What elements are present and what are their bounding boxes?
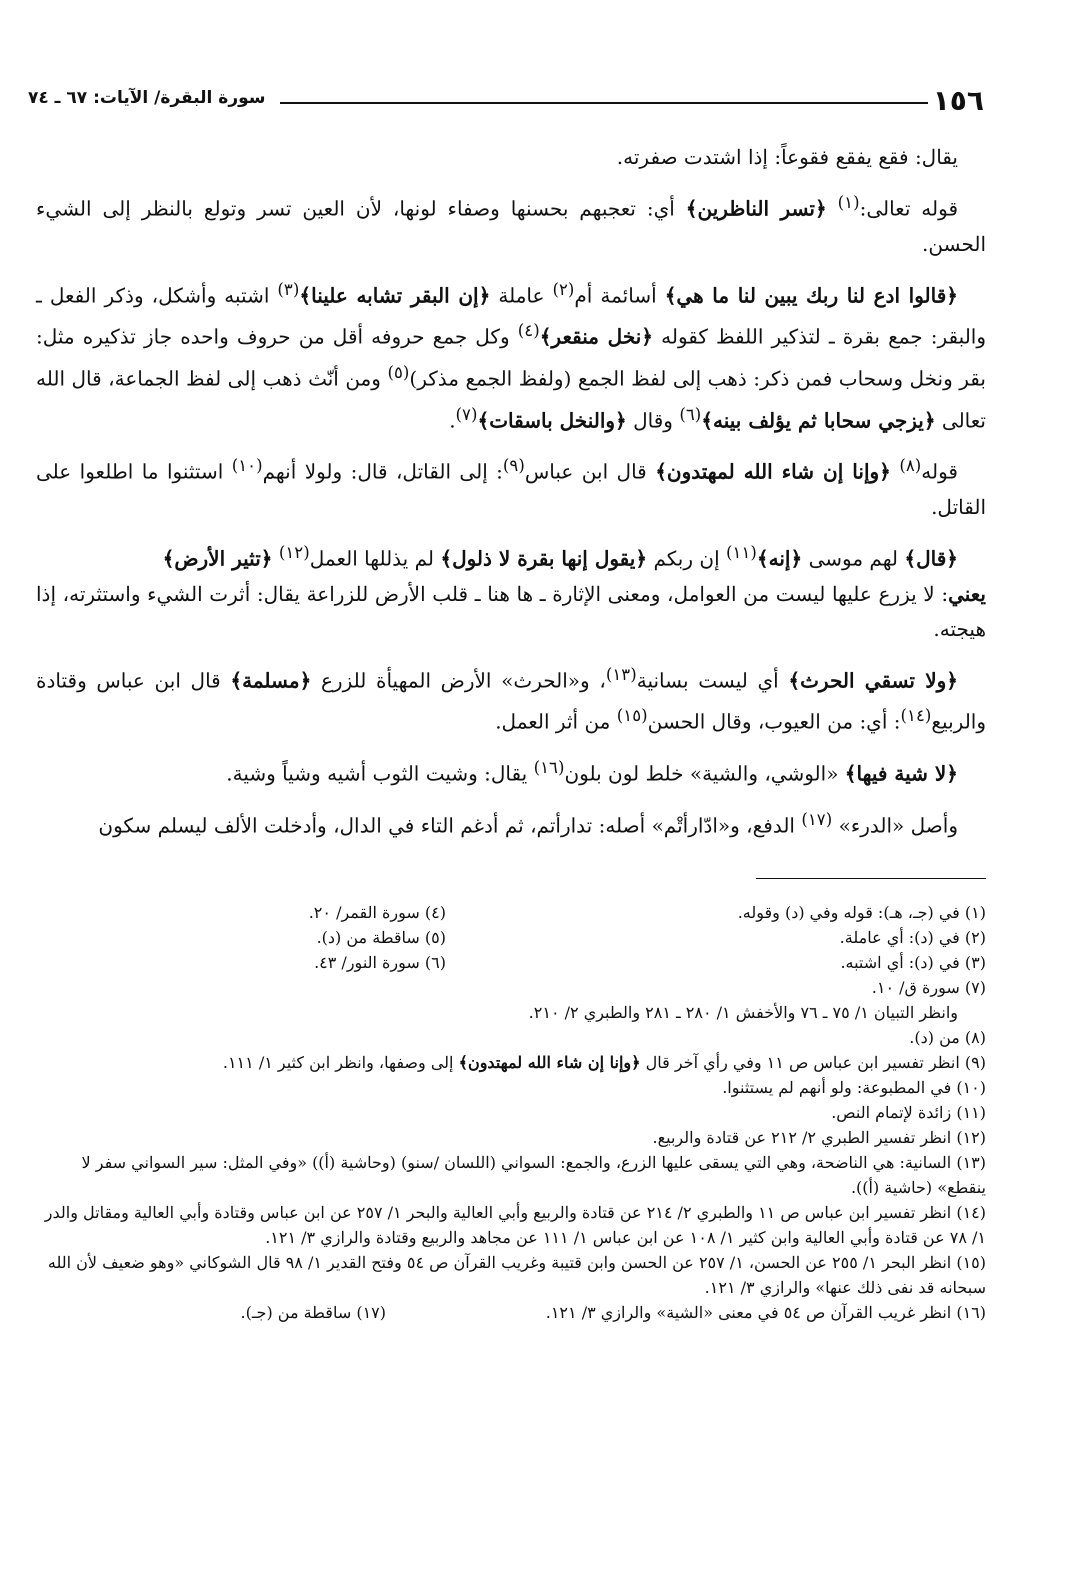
- quran-quote: ﴿يزجي سحابا ثم يؤلف بينه﴾: [701, 408, 936, 433]
- text: أي: تعجبهم بحسنها وصفاء لونها، لأن العين تسر وتولع بالنظر إلى الشيء الحسن.: [36, 196, 986, 256]
- paragraph-1: [36, 140, 986, 175]
- text: إن ربكم: [653, 546, 720, 571]
- footnotes: [36, 900, 986, 1325]
- footnote-ref: (٣): [277, 279, 300, 299]
- paragraph-7: [36, 750, 986, 792]
- page-number: ١٥٦: [932, 84, 984, 117]
- quran-quote: ﴿قال﴾: [904, 546, 958, 571]
- footnote-1: (١) في (جـ، هـ): قوله وفي (د) وقوله.: [737, 903, 986, 922]
- text: قال ابن عباس وقتادة والربيع: [36, 668, 986, 734]
- text: .: [449, 408, 456, 433]
- footnote-ref: (١١): [726, 542, 757, 562]
- footnote-separator: [756, 878, 986, 879]
- page-header: [28, 84, 984, 124]
- text: استثنوا ما اطلعوا على القاتل.: [36, 459, 986, 519]
- text: إلى وصفها، وانظر ابن كثير ١/ ١١١.: [222, 1053, 454, 1072]
- quran-quote: ﴿والنخل باسقات﴾: [477, 408, 627, 433]
- footnote-ref: (١٠): [231, 456, 263, 476]
- footnote-ref: (٧): [455, 404, 478, 424]
- bold-term: يعني: [948, 581, 986, 606]
- footnote-11: (١١) زائدة لإتمام النص.: [831, 1103, 986, 1122]
- text: أسائمة أم: [574, 283, 657, 308]
- text: قوله تعالى:: [859, 196, 959, 221]
- footnote-row: [36, 950, 986, 975]
- quran-quote: ﴿تثير الأرض﴾: [162, 546, 273, 571]
- paragraph-6: [36, 657, 986, 740]
- footnote-ref: (٢): [552, 279, 575, 299]
- footnote-8: (٨) من (د).: [909, 1028, 986, 1047]
- footnote-ref: (١): [837, 193, 860, 212]
- quran-quote: ﴿مسلمة﴾: [230, 668, 312, 693]
- footnote-6: (٦) سورة النور/ ٤٣.: [314, 953, 446, 972]
- footnote-14: (١٤) انظر تفسير ابن عباس ص ١١ والطبري ٢/ ٢١٤ عن قتادة والربيع وأبي العالية والبحر ١/ ٢٥٧ عن ابن عباس وقتادة وأبي العالية ومقاتل والدر ١/ ٧٨ عن قتادة وأبي العالية وابن كثير ١/ ١٠٨ عن ابن عباس ١/ ١١١ عن مجاهد والربيع وقتادة والرازي ٣/ ١٢١.: [44, 1203, 986, 1247]
- footnote-5: (٥) ساقطة من (د).: [316, 928, 446, 947]
- text: (٩) انظر تفسير ابن عباس ص ١١ وفي رأي آخر قال: [645, 1053, 986, 1072]
- quran-quote: ﴿لا شية فيها﴾: [844, 761, 958, 786]
- footnote-13: (١٣) السانية: هي الناضحة، وهي التي يسقى عليها الزرع، والجمع: السواني (اللسان /سنو) (وحاشية (أ)) «وفي المثل: سير السواني سفر لا ينقطع» (حاشية (أ)).: [81, 1153, 986, 1197]
- paragraph-3: [36, 272, 986, 439]
- quran-quote: ﴿وإنا إن شاء الله لمهتدون﴾: [655, 459, 891, 484]
- quran-quote: ﴿تسر الناظرين﴾: [685, 196, 827, 221]
- footnote-17: (١٧) ساقطة من (جـ).: [240, 1303, 386, 1322]
- text: ، و«الحرث» الأرض المهيأة للزرع: [320, 668, 606, 693]
- footnote-12: (١٢) انظر تفسير الطبري ٢/ ٢١٢ عن قتادة والربيع.: [652, 1128, 986, 1147]
- main-text: [36, 140, 986, 853]
- text: «الوشي، والشية» خلط لون بلون: [564, 761, 839, 786]
- quran-quote: ﴿ولا تسقي الحرث﴾: [788, 668, 959, 693]
- footnote-9: [36, 1050, 986, 1075]
- footnote-ref: (١٧): [801, 809, 833, 829]
- quran-quote: ﴿وإنا إن شاء الله لمهتدون﴾: [458, 1053, 641, 1072]
- footnote-ref: (١٢): [278, 542, 310, 562]
- text: : أي: من العيوب، وقال الحسن: [647, 709, 901, 734]
- quran-quote: ﴿إن البقر تشابه علينا﴾: [299, 283, 491, 308]
- text: يقال: فقع يفقع فقوعاً: إذا اشتدت صفرته.: [616, 145, 958, 169]
- quran-quote: ﴿نخل منقعر﴾: [539, 324, 654, 349]
- header-rule: [280, 102, 928, 104]
- footnote-ref: (٥): [387, 362, 410, 382]
- footnote-ref: (٦): [679, 404, 702, 424]
- footnote-2: (٢) في (د): أي عاملة.: [839, 928, 986, 947]
- text: يقال: وشيت الثوب أشيه وشياً وشية.: [226, 761, 528, 786]
- footnote-3: (٣) في (د): أي اشتبه.: [840, 953, 986, 972]
- footnote-row: [36, 925, 986, 950]
- footnote-ref: (١٣): [605, 664, 637, 684]
- paragraph-5: [36, 535, 986, 647]
- paragraph-4: [36, 448, 986, 525]
- footnote-10: (١٠) في المطبوعة: ولو أنهم لم يستثنوا.: [722, 1078, 986, 1097]
- paragraph-2: [36, 185, 986, 262]
- quran-quote: ﴿إنه﴾: [756, 546, 803, 571]
- footnote-7: (٧) سورة ق/ ١٠.: [871, 978, 986, 997]
- paragraph-8: [36, 802, 986, 844]
- text: اشتبه وأشكل، وذكر الفعل ـ والبقر: جمع بقرة ـ لتذكير اللفظ كقوله: [36, 283, 986, 349]
- footnote-16: (١٦) انظر غريب القرآن ص ٥٤ في معنى «الشية» والرازي ٣/ ١٢١.: [545, 1303, 986, 1322]
- footnote-ref: (٨): [899, 456, 922, 476]
- text: لهم موسى: [808, 546, 899, 571]
- text: لم يذللها العمل: [309, 546, 434, 571]
- text: : إلى القاتل، قال: ولولا أنهم: [262, 459, 503, 484]
- text: : لا يزرع عليها ليست من العوامل، ومعنى الإثارة ـ ها هنا ـ قلب الأرض للزراعة يقال: أثرت الشيء واستثرته، إذا هيجته.: [36, 581, 986, 641]
- footnote-15: (١٥) انظر البحر ١/ ٢٥٥ عن الحسن، ١/ ٢٥٧ عن الحسن وابن قتيبة وغريب القرآن ص ٥٤ وفتح القدير ١/ ٩٨ قال الشوكاني «وهو ضعيف لأن الله سبحانه قد نفى ذلك عنها» والرازي ٣/ ١٢١.: [47, 1253, 986, 1297]
- text: قال ابن عباس: [524, 459, 647, 484]
- running-title: سورة البقرة/ الآيات: ٦٧ ـ ٧٤: [28, 88, 266, 108]
- footnote-4: (٤) سورة القمر/ ٢٠.: [308, 903, 446, 922]
- quran-quote: ﴿قالوا ادع لنا ربك يبين لنا ما هي﴾: [664, 283, 959, 308]
- text: من أثر العمل.: [495, 709, 611, 734]
- text: وأصل «الدرء»: [838, 813, 958, 838]
- footnote-ref: (١٦): [533, 757, 565, 777]
- text: وقال: [633, 408, 673, 433]
- footnote-row: [36, 900, 986, 925]
- footnote-7-continuation: وانظر التبيان ١/ ٧٥ ـ ٧٦ والأخفش ١/ ٢٨٠ ـ ٢٨١ والطبري ٢/ ٢١٠.: [528, 1003, 958, 1022]
- quran-quote: ﴿يقول إنها بقرة لا ذلول﴾: [440, 546, 648, 571]
- footnote-ref: (١٤): [900, 706, 932, 726]
- text: وكل جمع حروفه أقل من حروف واحده جاز تذكيره مثل: بقر ونخل وسحاب فمن ذكر: ذهب إلى لفظ الجمع (ولفظ الجمع مذكر): [36, 324, 986, 391]
- text: الدفع، و«ادّارأتْم» أصله: تدارأتم، ثم أدغم التاء في الدال، وأدخلت الألف ليسلم سكون: [98, 813, 795, 838]
- text: ومن أنّث ذهب إلى لفظ الجماعة، قال الله تعالى: [36, 366, 986, 433]
- text: عاملة: [498, 283, 545, 308]
- footnote-ref: (١٥): [616, 706, 648, 726]
- text: أي ليست بسانية: [636, 668, 779, 693]
- text: قوله: [921, 459, 958, 484]
- footnote-row: [36, 1300, 986, 1325]
- footnote-ref: (٤): [517, 321, 540, 341]
- footnote-ref: (٩): [502, 456, 525, 476]
